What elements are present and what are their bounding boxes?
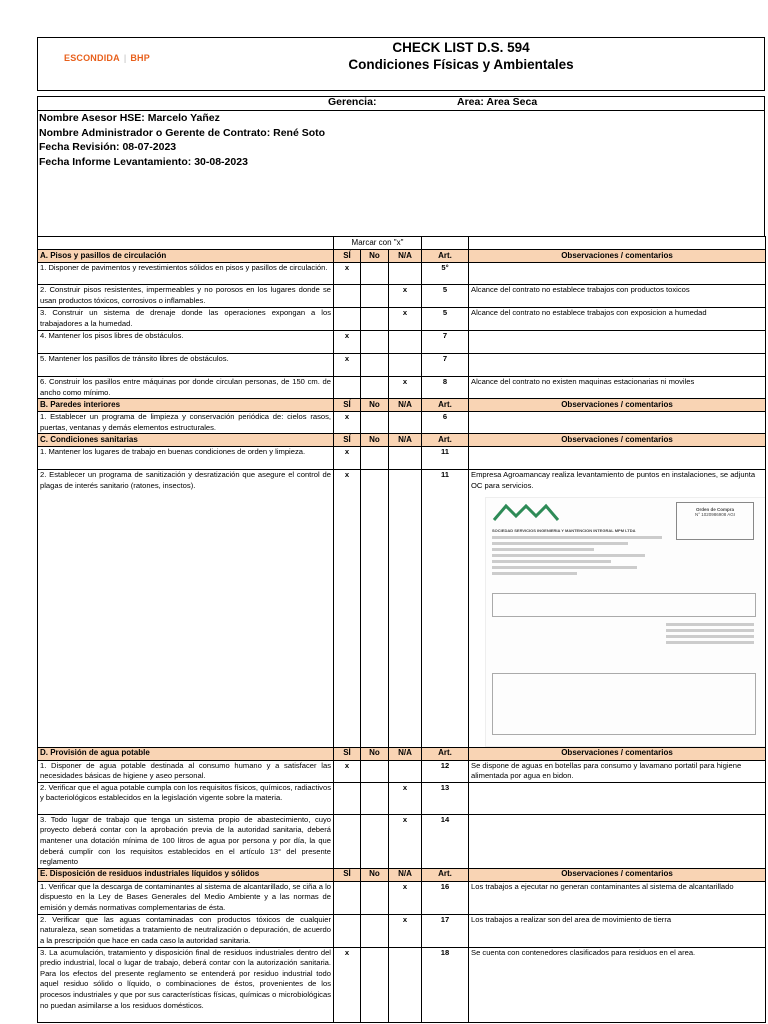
gerencia-label: Gerencia: (328, 96, 377, 108)
col-obs-header: Observaciones / comentarios (469, 250, 766, 263)
mark-si (334, 881, 361, 914)
order-box (676, 502, 754, 540)
col-obs-header: Observaciones / comentarios (469, 747, 766, 760)
info-top-row (38, 97, 764, 111)
mpm-logo-icon (492, 502, 562, 522)
blank-cell (469, 237, 766, 250)
blank-cell (38, 237, 334, 250)
table-row (38, 760, 766, 782)
mark-si (334, 814, 361, 868)
col-si-header: SÍ (334, 434, 361, 447)
mark-na: x (389, 377, 422, 399)
observation-cell (469, 760, 766, 782)
requirement-text: 1. Establecer un programa de limpieza y conservación periódica de: cielos rasos, puertas, ventanas y demás elementos estructurales. (38, 412, 334, 434)
requirement-text: 1. Disponer de agua potable destinada al consumo humano y a satisfacer las necesidades básicas de higiene y aseo personal. (38, 760, 334, 782)
checklist-table (37, 236, 766, 1023)
requirement-text: 6. Construir los pasillos entre máquinas por donde circulan personas, de 150 cm. de ancho como mínimo. (38, 377, 334, 399)
page (37, 37, 765, 1023)
section-title: A. Pisos y pasillos de circulación (38, 250, 334, 263)
requirement-text: 4. Mantener los pisos libres de obstáculos. (38, 331, 334, 354)
observation-cell (469, 470, 766, 747)
mark-si (334, 285, 361, 308)
col-na-header: N/A (389, 747, 422, 760)
info-line: Fecha Informe Levantamiento: 30-08-2023 (39, 155, 248, 168)
article-number: 14 (422, 814, 469, 868)
table-row (38, 914, 766, 947)
requirement-text: 3. La acumulación, tratamiento y disposición final de residuos industriales dentro del predio industrial, local o lugar de trabajo, deberá contar con la autorización sanitaria. Para los efectos del presente reglamento se entenderá por residuo industrial todo aquel residuo sólido o líquido, o combinaciones de éstos, provenientes de los procesos industriales y que por sus características físicas, químicas o microbiológicas no puedan asimilarse a los residuos domésticos. (38, 947, 334, 1022)
logo-text-bhp: BHP (130, 53, 150, 63)
article-number: 18 (422, 947, 469, 1022)
title-line-1: CHECK LIST D.S. 594 (392, 40, 530, 55)
order-company: SOCIEDAD SERVICIOS INGENIERIA Y MANTENCION INTEGRAL MPM LTDA (492, 527, 636, 533)
area-label: Area: Area Seca (457, 96, 538, 108)
info-line: Fecha Revisión: 08-07-2023 (39, 141, 177, 153)
mark-si (334, 308, 361, 331)
article-number: 12 (422, 760, 469, 782)
section-title: E. Disposición de residuos industriales líquidos y sólidos (38, 868, 334, 881)
article-number: 6 (422, 412, 469, 434)
table-row (38, 285, 766, 308)
col-art-header: Art. (422, 747, 469, 760)
col-no-header: No (361, 434, 389, 447)
col-si-header: SÍ (334, 250, 361, 263)
purchase-order-image (485, 497, 766, 747)
requirement-text: 2. Establecer un programa de sanitización y desratización que asegure el control de plagas de interés sanitario (ratones, insectos). (38, 470, 334, 747)
observation-cell (469, 447, 766, 470)
col-obs-header: Observaciones / comentarios (469, 399, 766, 412)
table-row (38, 447, 766, 470)
table-row (38, 947, 766, 1022)
col-art-header: Art. (422, 250, 469, 263)
col-na-header: N/A (389, 434, 422, 447)
table-row (38, 354, 766, 377)
marcar-row (38, 237, 766, 250)
observation-text: Se cuenta con contenedores clasificados para residuos en el area. (471, 947, 696, 957)
section-header-row (38, 434, 766, 447)
mark-no (361, 914, 389, 947)
requirement-text: 1. Verificar que la descarga de contaminantes al sistema de alcantarillado, se ciña a lo dispuesto en la Ley de Bases Generales del Medio Ambiente y a las normas de emisión y demás normativas complementarias de ésta. (38, 881, 334, 914)
col-art-header: Art. (422, 434, 469, 447)
mark-na: x (389, 881, 422, 914)
col-no-header: No (361, 868, 389, 881)
observation-cell (469, 814, 766, 868)
mark-no (361, 782, 389, 814)
col-art-header: Art. (422, 868, 469, 881)
observation-cell (469, 263, 766, 285)
requirement-text: 2. Construir pisos resistentes, impermeables y no porosos en los lugares donde se usan productos tóxicos, corrosivos o inflamables. (38, 285, 334, 308)
mark-na (389, 263, 422, 285)
observation-text: Empresa Agroamancay realiza levantamiento de puntos en instalaciones, se adjunta OC para servicios. (471, 470, 756, 490)
mark-na: x (389, 285, 422, 308)
col-art-header: Art. (422, 399, 469, 412)
col-obs-header: Observaciones / comentarios (469, 868, 766, 881)
col-si-header: SÍ (334, 747, 361, 760)
section-header-row (38, 250, 766, 263)
table-row (38, 377, 766, 399)
observation-cell (469, 412, 766, 434)
observation-cell (469, 285, 766, 308)
table-row (38, 308, 766, 331)
col-si-header: SÍ (334, 868, 361, 881)
article-number: 16 (422, 881, 469, 914)
title-line-2: Condiciones Físicas y Ambientales (348, 57, 574, 72)
mark-no (361, 412, 389, 434)
mark-si: x (334, 354, 361, 377)
mark-si: x (334, 263, 361, 285)
requirement-text: 2. Verificar que el agua potable cumpla con los requisitos físicos, químicos, radiactivos y bacteriológicos establecidos en la legislación vigente sobre la materia. (38, 782, 334, 814)
observation-cell (469, 881, 766, 914)
section-title: D. Provisión de agua potable (38, 747, 334, 760)
table-row (38, 331, 766, 354)
requirement-text: 2. Verificar que las aguas contaminadas con productos tóxicos de cualquier naturaleza, sean sometidas a tratamiento de neutralización o depuración, de acuerdo a la prescripción que hace en cada caso la autoridad sanitaria. (38, 914, 334, 947)
mark-na: x (389, 782, 422, 814)
mark-na: x (389, 308, 422, 331)
mark-na (389, 412, 422, 434)
article-number: 17 (422, 914, 469, 947)
order-totals (666, 623, 754, 647)
document-header (37, 37, 765, 91)
document-title (188, 39, 734, 73)
mark-na (389, 447, 422, 470)
col-no-header: No (361, 250, 389, 263)
mark-no (361, 447, 389, 470)
mark-no (361, 947, 389, 1022)
table-row (38, 881, 766, 914)
observation-text: Los trabajos a ejecutar no generan contaminantes al sistema de alcantarillado (471, 881, 734, 891)
mark-si: x (334, 412, 361, 434)
mark-na: x (389, 814, 422, 868)
article-number: 7 (422, 354, 469, 377)
observation-cell (469, 782, 766, 814)
table-row (38, 263, 766, 285)
observation-text: Los trabajos a realizar son del area de movimiento de tierra (471, 914, 672, 924)
observation-text: Se dispone de aguas en botellas para consumo y lavamano portatil para higiene alimentada por agua en bidon. (471, 760, 742, 781)
section-header-row (38, 399, 766, 412)
col-no-header: No (361, 747, 389, 760)
info-line: Nombre Asesor HSE: Marcelo Yañez (39, 112, 220, 124)
mark-na (389, 760, 422, 782)
mark-no (361, 470, 389, 747)
col-si-header: SÍ (334, 399, 361, 412)
observation-text: Alcance del contrato no establece trabajos con exposicion a humedad (471, 308, 707, 317)
table-row (38, 782, 766, 814)
article-number: 11 (422, 447, 469, 470)
observation-cell (469, 331, 766, 354)
col-obs-header: Observaciones / comentarios (469, 434, 766, 447)
order-title: Orden de Compra (696, 506, 735, 512)
mark-na (389, 331, 422, 354)
mark-na: x (389, 914, 422, 947)
mark-no (361, 308, 389, 331)
company-logo: ESCONDIDA | BHP (64, 53, 150, 63)
table-row (38, 470, 766, 747)
requirement-text: 3. Construir un sistema de drenaje donde las operaciones expongan a los trabajadores a la humedad. (38, 308, 334, 331)
marcar-label: Marcar con "x" (334, 237, 422, 250)
requirement-text: 1. Disponer de pavimentos y revestimientos sólidos en pisos y pasillos de circulación. (38, 263, 334, 285)
observation-cell (469, 308, 766, 331)
col-na-header: N/A (389, 399, 422, 412)
table-row (38, 814, 766, 868)
order-conditions (492, 673, 756, 735)
requirement-text: 5. Mantener los pasillos de tránsito libres de obstáculos. (38, 354, 334, 377)
mark-si: x (334, 470, 361, 747)
mark-si: x (334, 760, 361, 782)
article-number: 13 (422, 782, 469, 814)
mark-no (361, 331, 389, 354)
observation-cell (469, 914, 766, 947)
mark-no (361, 354, 389, 377)
logo-text-escondida: ESCONDIDA (64, 53, 120, 63)
mark-na (389, 470, 422, 747)
mark-si (334, 914, 361, 947)
info-line: Nombre Administrador o Gerente de Contrato: René Soto (39, 126, 326, 139)
col-na-header: N/A (389, 250, 422, 263)
section-title: B. Paredes interiores (38, 399, 334, 412)
observation-text: Alcance del contrato no existen maquinas estacionarias ni moviles (471, 377, 695, 386)
mark-no (361, 263, 389, 285)
mark-si: x (334, 331, 361, 354)
mark-si: x (334, 947, 361, 1022)
article-number: 5 (422, 308, 469, 331)
order-items-table (492, 593, 756, 617)
info-body (38, 111, 764, 236)
section-title: C. Condiciones sanitarias (38, 434, 334, 447)
mark-si (334, 782, 361, 814)
article-number: 11 (422, 470, 469, 747)
article-number: 7 (422, 331, 469, 354)
mark-no (361, 760, 389, 782)
mark-si (334, 377, 361, 399)
mark-no (361, 814, 389, 868)
table-row (38, 412, 766, 434)
col-no-header: No (361, 399, 389, 412)
mark-si: x (334, 447, 361, 470)
observation-cell (469, 354, 766, 377)
order-number: N° 1020986908 AGI (694, 511, 736, 517)
article-number: 5° (422, 263, 469, 285)
order-details (492, 528, 662, 578)
requirement-text: 1. Mantener los lugares de trabajo en buenas condiciones de orden y limpieza. (38, 447, 334, 470)
mark-no (361, 377, 389, 399)
col-na-header: N/A (389, 868, 422, 881)
article-number: 5 (422, 285, 469, 308)
info-block (37, 96, 765, 236)
section-header-row (38, 868, 766, 881)
mark-na (389, 354, 422, 377)
section-header-row (38, 747, 766, 760)
observation-cell (469, 377, 766, 399)
mark-no (361, 881, 389, 914)
observation-cell (469, 947, 766, 1022)
requirement-text: 3. Todo lugar de trabajo que tenga un sistema propio de abastecimiento, cuyo proyecto deberá contar con la aprobación previa de la autoridad sanitaria, deberá mantener una dotación mínima de 100 litros de agua por persona y por día, la que deberá cumplir con los requisitos establecidos en el artículo 13° del presente reglamento (38, 814, 334, 868)
mark-na (389, 947, 422, 1022)
mark-no (361, 285, 389, 308)
article-number: 8 (422, 377, 469, 399)
blank-cell (422, 237, 469, 250)
observation-text: Alcance del contrato no establece trabajos con productos toxicos (471, 285, 690, 294)
